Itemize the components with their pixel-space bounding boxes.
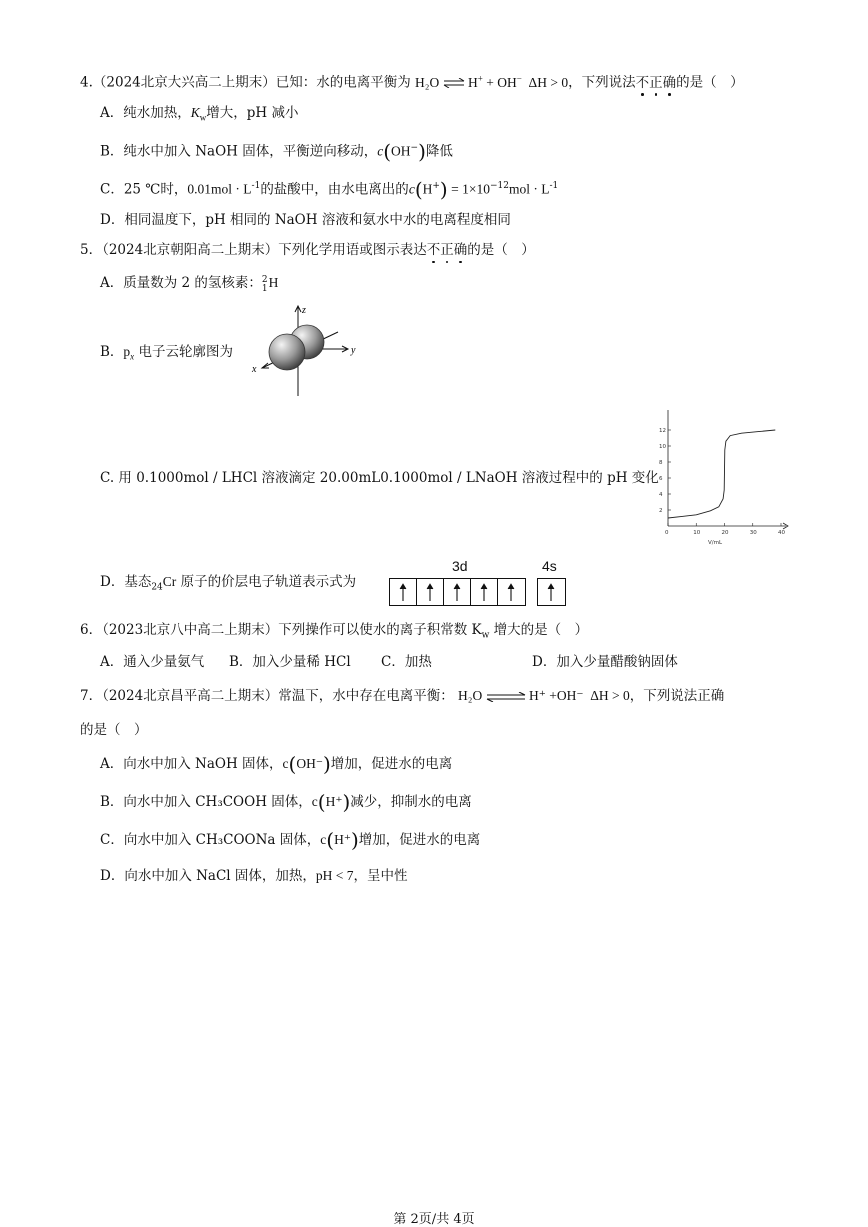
q7-equation: H₂O H⁺ +OH⁻ ΔH > 0 [458,688,630,703]
q7-stem-cont: 的是（ ） [80,722,148,738]
q7-option-b: B．向水中加入 CH₃COOH 固体，c(H⁺)减少，抑制水的电离 [100,790,472,814]
orbital-box-3d-1 [390,579,417,605]
x-tick-label: 0 [665,530,669,536]
q6-option-d: D．加入少量醋酸钠固体 [532,654,678,670]
axis-z-label: z [302,305,306,316]
px-orbital-figure [250,300,362,398]
axis-y-label: y [351,345,356,356]
y-tick-label: 2 [659,508,663,514]
q6-option-b: B．加入少量稀 HCl [229,654,351,670]
orbital-box-3d-3 [444,579,471,605]
orbital-3d-boxes [389,578,526,606]
q6-stem: 6．（2023北京八中高二上期末）下列操作可以使水的离子积常数 $K_w$ 增大的是（ ） [80,622,589,641]
q5-stem: 5．（2024北京朝阳高二上期末）下列化学用语或图示表达不正确的是（ ） [80,242,535,258]
q7-option-d: D．向水中加入 NaCl 固体，加热，pH < 7，呈中性 [100,868,408,884]
q4-option-b: B．纯水中加入 NaOH 固体，平衡逆向移动，c(OH−)降低 [100,139,453,164]
orbital-box-4s [538,579,565,605]
equilibrium-arrow-icon [486,688,529,703]
q4-option-c: C．25 ℃时，$0.01mol \cdot L^{-1}$的盐酸中，由水电离出的$c(H^+) = 1\times 10^{-12}mol \cdot L^{-1}$ [100,177,559,202]
ph-curve [668,430,775,518]
q5-option-b: B．$p_x$ 电子云轮廓图为 [100,344,233,362]
y-tick-label: 6 [659,476,663,482]
q7-stem: 7．（2024北京昌平高二上期末）常温下，水中存在电离平衡： H₂O H⁺ +OH⁻ ΔH > 0，下列说法正确 [80,688,725,704]
x-tick-label: 20 [721,530,729,536]
orbital-lobe-front [269,334,305,370]
q6-option-c: C．加热 [381,654,432,670]
q5-option-d: D．基态$_{24}$Cr 原子的价层电子轨道表示式为 [100,574,357,593]
q6-option-a: A．通入少量氨气 [100,654,205,670]
page-footer: 第 2页/共 4页 [393,1212,475,1227]
y-tick-label: 8 [659,460,663,466]
curve-xlabel: V/mL [708,540,723,546]
q5-option-c: C. 用 0.1000mol / LHCl 溶液滴定 20.00mL0.1000mol / LNaOH 溶液过程中的 pH 变化 [100,470,659,486]
x-tick-label: 40 [778,530,785,536]
orbital-box-3d-4 [471,579,498,605]
y-tick-label: 10 [659,444,666,450]
q4-equation: H₂O H+ + OH− ΔH > 0 [415,73,569,90]
q4-option-a: A．纯水加热，$K_w$增大，pH 减小 [100,105,299,123]
orbital-4s-box [537,578,566,606]
q4-option-d: D．相同温度下，pH 相同的 NaOH 溶液和氨水中水的电离程度相同 [100,212,511,228]
q7-option-c: C．向水中加入 CH₃COONa 固体，c(H⁺)增加，促进水的电离 [100,828,481,852]
axis-x-label: x [252,364,257,375]
orbital-box-3d-5 [498,579,525,605]
y-tick-label: 4 [659,492,663,498]
q5-option-a: A．质量数为 2 的氢核素：2 1H [100,275,279,294]
orbital-4s-label: 4s [542,558,557,574]
x-tick-label: 10 [693,530,701,536]
q7-option-a: A．向水中加入 NaOH 固体，c(OH⁻)增加，促进水的电离 [100,752,453,776]
orbital-box-3d-2 [417,579,444,605]
orbital-3d-label: 3d [452,558,468,574]
y-tick-label: 12 [659,428,666,434]
titration-curve-figure [646,408,792,546]
q4-stem: 4.（2024北京大兴高二上期末）已知：水的电离平衡为 H₂O H+ + OH− ΔH > 0，下列说法不正确的是（ ） [80,73,744,91]
x-tick-label: 30 [749,530,757,536]
equilibrium-arrow-icon [443,75,468,90]
